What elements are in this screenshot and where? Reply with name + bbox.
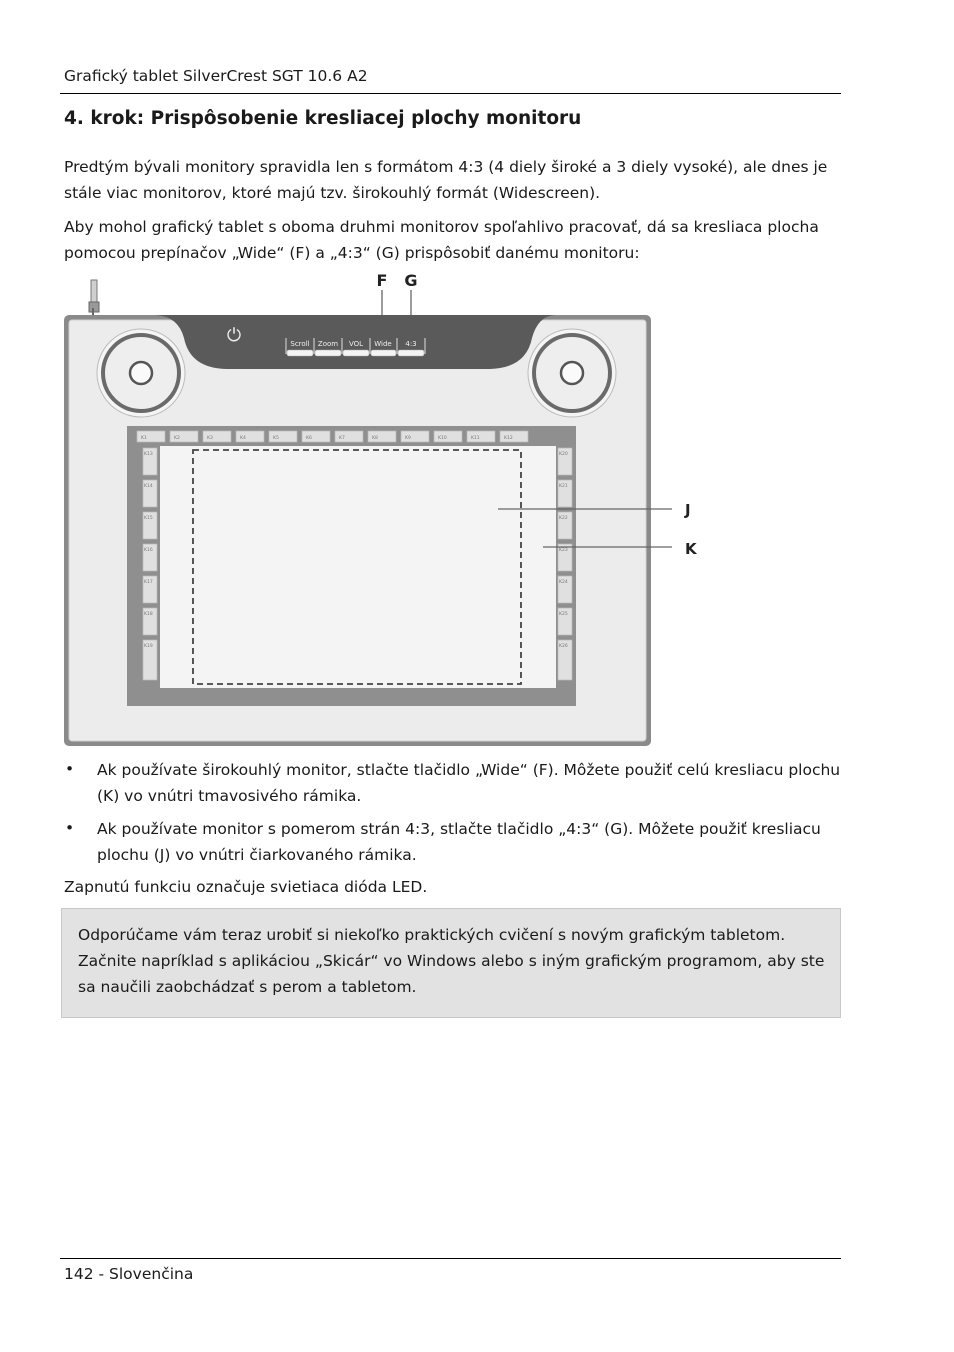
wide-drawing-area-k xyxy=(160,446,556,688)
power-icon: ⏻ xyxy=(226,325,242,346)
hotkey-label-k12: K12 xyxy=(504,436,513,441)
callout-g: G xyxy=(404,271,418,290)
usb-cable xyxy=(89,280,99,316)
footer-rule xyxy=(60,1258,841,1259)
bullet-marker: • xyxy=(65,819,75,837)
hotkey-label-k4: K4 xyxy=(240,436,246,441)
hotkey-label-k1: K1 xyxy=(141,436,147,441)
right-dial xyxy=(528,329,616,417)
header-rule xyxy=(60,93,841,94)
hotkeys-right xyxy=(558,448,572,680)
ratio-4-3-label: 4:3 xyxy=(405,340,417,348)
zoom-button xyxy=(315,350,341,356)
hotkey-label-k3: K3 xyxy=(207,436,213,441)
left-dial xyxy=(97,329,185,417)
tip-text: Odporúčame vám teraz urobiť si niekoľko praktických cvičení s novým grafickým tabletom. Začnite napríklad s aplikáciou „Skicár“ vo Windows alebo s iným grafickým programom, aby ste sa naučili zaobchádzať s perom a tabletom. xyxy=(78,926,825,996)
hotkey-label-k23: K23 xyxy=(559,548,568,553)
wide-label: Wide xyxy=(374,340,392,348)
callout-j: J xyxy=(685,501,691,519)
page-footer: 142 - Slovenčina xyxy=(64,1265,194,1283)
hotkey-label-k16: K16 xyxy=(144,548,153,553)
hotkey-label-k9: K9 xyxy=(405,436,411,441)
hotkey-label-k5: K5 xyxy=(273,436,279,441)
hotkey-label-k18: K18 xyxy=(144,612,153,617)
running-header: Grafický tablet SilverCrest SGT 10.6 A2 xyxy=(64,67,368,85)
hotkey-label-k10: K10 xyxy=(438,436,447,441)
hotkey-label-k21: K21 xyxy=(559,484,568,489)
hotkey-label-k8: K8 xyxy=(372,436,378,441)
bullet-wide: Ak používate širokouhlý monitor, stlačte tlačidlo „Wide“ (F). Môžete použiť celú kresliacu plochu (K) vo vnútri tmavosivého rámika. xyxy=(97,761,841,805)
hotkey-label-k13: K13 xyxy=(144,452,153,457)
hotkeys-left xyxy=(143,448,157,680)
hotkey-label-k22: K22 xyxy=(559,516,568,521)
scroll-label: Scroll xyxy=(290,340,310,348)
switch-paragraph: Aby mohol grafický tablet s oboma druhmi monitorov spoľahlivo pracovať, dá sa kresliaca plocha pomocou prepínačov „Wide“ (F) a „4:3“ (G) prispôsobiť danému monitoru: xyxy=(64,218,819,262)
hotkey-label-k19: K19 xyxy=(144,644,153,649)
hotkey-label-k6: K6 xyxy=(306,436,312,441)
ratio-4-3-button xyxy=(398,350,424,356)
hotkey-label-k26: K26 xyxy=(559,644,568,649)
hotkey-label-k24: K24 xyxy=(559,580,568,585)
hotkey-label-k14: K14 xyxy=(144,484,153,489)
callout-f: F xyxy=(376,271,388,290)
bullet-4-3: Ak používate monitor s pomerom strán 4:3, stlačte tlačidlo „4:3“ (G). Môžete použiť kresliacu plochu (J) vo vnútri čiarkovaného rámika. xyxy=(97,820,821,864)
intro-paragraph: Predtým bývali monitory spravidla len s formátom 4:3 (4 diely široké a 3 diely vysoké), ale dnes je stále viac monitorov, ktoré majú tzv. širokouhlý formát (Widescreen). xyxy=(64,158,828,202)
hotkey-label-k15: K15 xyxy=(144,516,153,521)
wide-button xyxy=(371,350,396,356)
tablet-figure xyxy=(60,268,720,752)
tip-box xyxy=(61,908,841,1018)
hotkey-label-k17: K17 xyxy=(144,580,153,585)
vol-button xyxy=(343,350,369,356)
zoom-label: Zoom xyxy=(317,340,339,348)
hotkey-label-k2: K2 xyxy=(174,436,180,441)
led-note: Zapnutú funkciu označuje svietiaca dióda LED. xyxy=(64,878,428,896)
bullet-marker: • xyxy=(65,760,75,778)
hotkey-label-k7: K7 xyxy=(339,436,345,441)
hotkey-label-k25: K25 xyxy=(559,612,568,617)
section-heading: 4. krok: Prispôsobenie kresliacej plochy monitoru xyxy=(64,108,582,129)
callout-k: K xyxy=(685,540,697,558)
vol-label: VOL xyxy=(348,340,364,348)
hotkey-label-k11: K11 xyxy=(471,436,480,441)
scroll-button xyxy=(287,350,313,356)
hotkey-label-k20: K20 xyxy=(559,452,568,457)
